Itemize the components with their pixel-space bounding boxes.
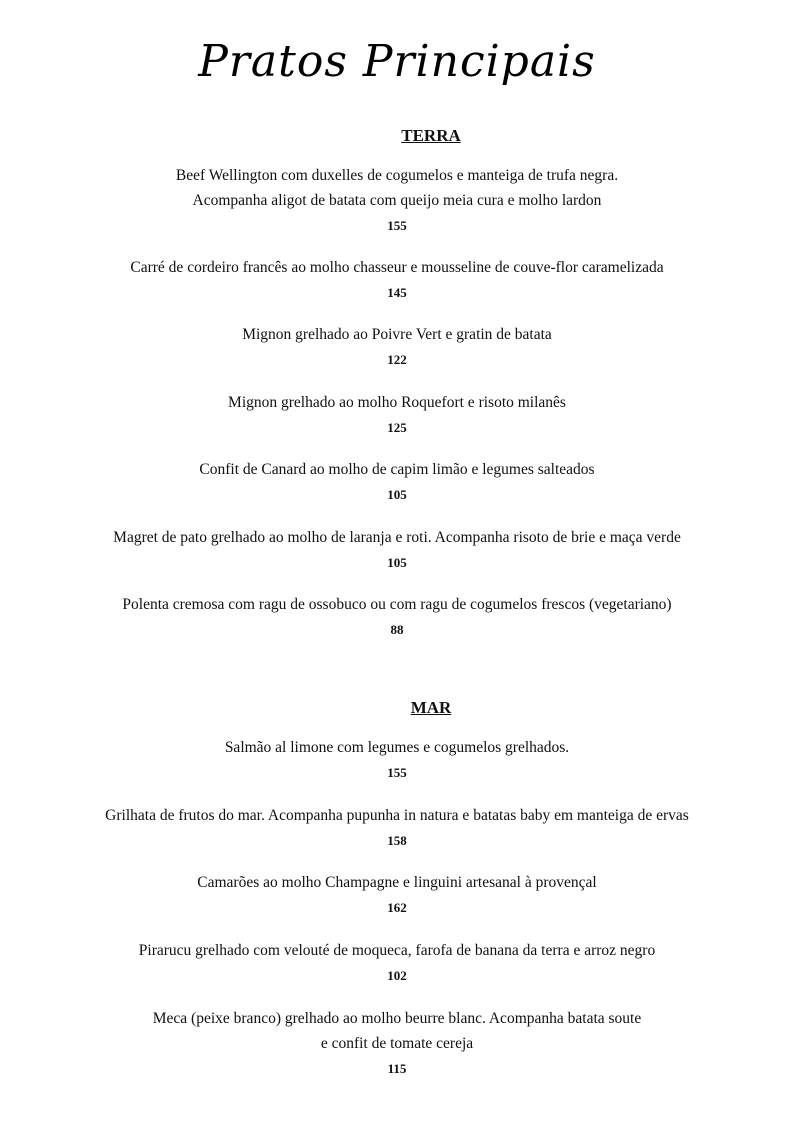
menu-item — [0, 735, 794, 785]
menu-item — [0, 390, 794, 440]
menu-item — [0, 938, 794, 988]
dish-description: Confit de Canard ao molho de capim limão e legumes salteados — [199, 461, 595, 478]
menu-item — [0, 592, 794, 642]
dish-description: Mignon grelhado ao molho Roquefort e risoto milanês — [228, 394, 566, 411]
dish-price: 155 — [387, 765, 407, 780]
dish-price: 102 — [387, 968, 407, 983]
dish-description: Salmão al limone com legumes e cogumelos grelhados. — [224, 739, 570, 756]
dish-description: Carré de cordeiro francês ao molho chasseur e mousseline de couve-flor caramelizada — [130, 259, 664, 276]
dish-price: 155 — [387, 218, 407, 233]
dish-description: Pirarucu grelhado com velouté de moqueca, farofa de banana da terra e arroz negro — [138, 942, 656, 959]
dish-description: Magret de pato grelhado ao molho de laranja e roti. Acompanha risoto de brie e maça verde — [113, 529, 681, 546]
section-heading-mar: MAR — [410, 698, 452, 717]
section-heading-terra: TERRA — [401, 126, 461, 145]
menu-item — [0, 870, 794, 920]
dish-description: Beef Wellington com duxelles de cogumelos e manteiga de trufa negra. Acompanha aligot de batata com queijo meia cura e molho lardon — [175, 167, 619, 209]
menu-item — [0, 803, 794, 853]
dish-price: 162 — [387, 900, 407, 915]
page-title: Pratos Principais — [198, 36, 596, 87]
menu-item — [0, 525, 794, 575]
menu-item — [0, 322, 794, 372]
dish-description: Polenta cremosa com ragu de ossobuco ou com ragu de cogumelos frescos (vegetariano) — [122, 596, 672, 613]
dish-price: 105 — [387, 487, 407, 502]
menu-item — [0, 457, 794, 507]
menu-item — [0, 1006, 794, 1081]
dish-price: 158 — [387, 833, 407, 848]
dish-description: Mignon grelhado ao Poivre Vert e gratin de batata — [242, 326, 552, 343]
dish-price: 122 — [387, 352, 407, 367]
dish-description: Meca (peixe branco) grelhado ao molho beurre blanc. Acompanha batata soute e confit de tomate cereja — [152, 1010, 642, 1052]
dish-price: 115 — [387, 1061, 407, 1076]
dish-price: 145 — [387, 285, 407, 300]
menu-item — [0, 255, 794, 305]
dish-price: 88 — [390, 622, 404, 637]
dish-description: Camarões ao molho Champagne e linguini artesanal à provençal — [197, 874, 597, 891]
dish-price: 125 — [387, 420, 407, 435]
dish-description: Grilhata de frutos do mar. Acompanha pupunha in natura e batatas baby em manteiga de ervas — [105, 807, 689, 824]
dish-price: 105 — [387, 555, 407, 570]
menu-item — [0, 163, 794, 238]
